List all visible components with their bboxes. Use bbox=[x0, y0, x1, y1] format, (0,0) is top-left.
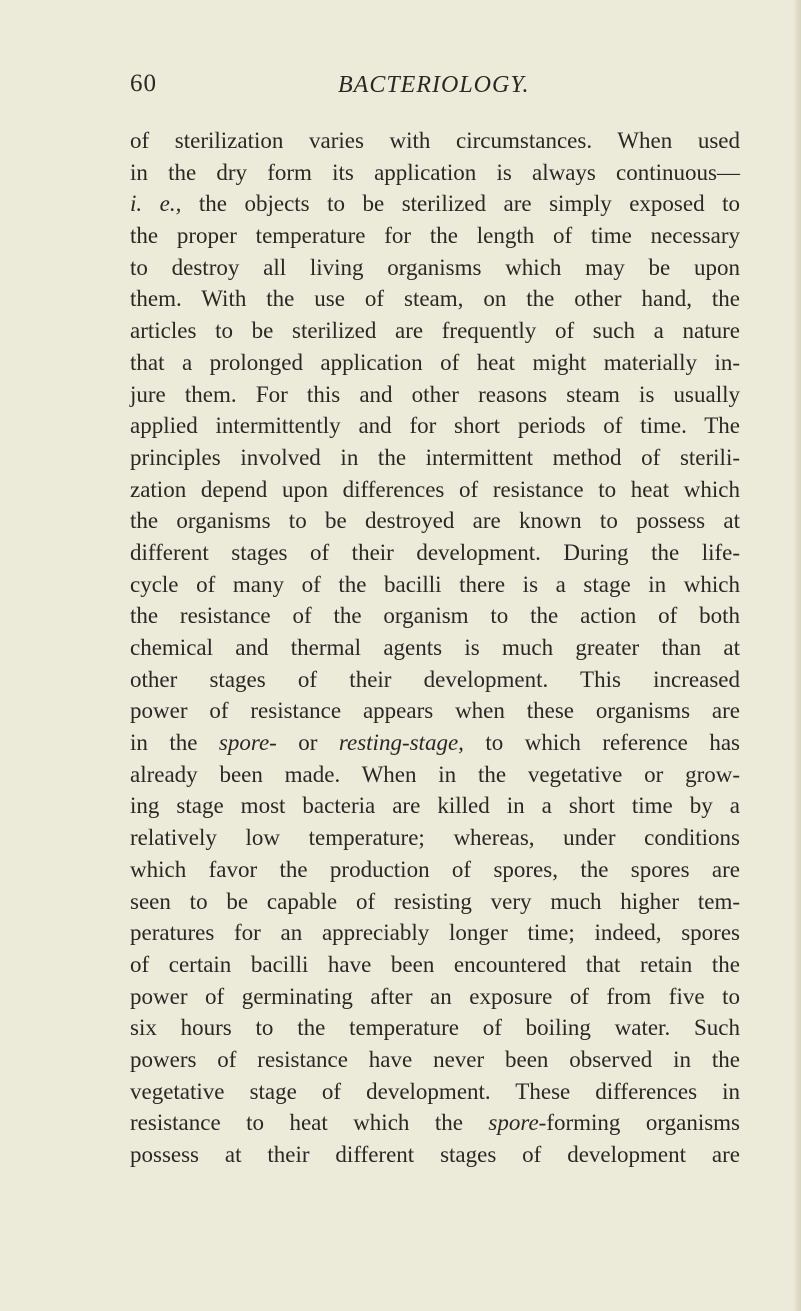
text-line: principles involved in the intermittent method of sterili- bbox=[130, 444, 740, 470]
text-line: possess at their different stages of development are bbox=[130, 1142, 740, 1167]
text-line: already been made. When in the vegetative or grow- bbox=[130, 761, 740, 787]
body-paragraph bbox=[130, 125, 740, 1171]
text-line: ing stage most bacteria are killed in a short time by a bbox=[130, 793, 740, 819]
text-line: peratures for an appreciably longer time; indeed, spores bbox=[130, 920, 740, 946]
text-line: jure them. For this and other reasons steam is usually bbox=[130, 381, 740, 407]
text-line: seen to be capable of resisting very much higher tem- bbox=[130, 888, 740, 914]
text-line: in the dry form its application is always continuous— bbox=[130, 159, 740, 185]
text-line: to destroy all living organisms which may be upon bbox=[130, 254, 740, 280]
text-line: six hours to the temperature of boiling water. Such bbox=[130, 1015, 740, 1041]
text-line: vegetative stage of development. These differences in bbox=[130, 1078, 740, 1104]
running-head: BACTERIOLOGY. bbox=[338, 72, 530, 98]
text-line: power of germinating after an exposure of from five to bbox=[130, 983, 740, 1009]
text-line: i. e., the objects to be sterilized are simply exposed to bbox=[130, 191, 740, 217]
text-line: in the spore- or resting-stage, to which reference has bbox=[130, 730, 740, 756]
text-line: zation depend upon differences of resistance to heat which bbox=[130, 476, 740, 502]
text-line: the proper temperature for the length of time necessary bbox=[130, 223, 740, 249]
text-line: that a prolonged application of heat might materially in- bbox=[130, 349, 740, 375]
page-number: 60 bbox=[130, 70, 157, 97]
text-line: cycle of many of the bacilli there is a stage in which bbox=[130, 571, 740, 597]
text-line: relatively low temperature; whereas, under conditions bbox=[130, 825, 740, 851]
text-line: chemical and thermal agents is much greater than at bbox=[130, 635, 740, 660]
page-header bbox=[130, 70, 730, 110]
text-line: different stages of their development. During the life- bbox=[130, 539, 740, 565]
text-line: them. With the use of steam, on the other hand, the bbox=[130, 286, 740, 312]
text-line: which favor the production of spores, the spores are bbox=[130, 856, 740, 882]
text-line: the organisms to be destroyed are known to possess at bbox=[130, 508, 740, 534]
text-line: the resistance of the organism to the action of both bbox=[130, 603, 740, 629]
text-line: other stages of their development. This increased bbox=[130, 666, 740, 692]
text-line: resistance to heat which the spore-forming organisms bbox=[130, 1110, 741, 1136]
text-line: power of resistance appears when these organisms are bbox=[130, 698, 740, 724]
text-line: applied intermittently and for short periods of time. The bbox=[130, 413, 740, 439]
text-line: powers of resistance have never been observed in the bbox=[130, 1046, 740, 1072]
text-line: of sterilization varies with circumstances. When used bbox=[130, 128, 740, 153]
text-line: of certain bacilli have been encountered that retain the bbox=[130, 951, 740, 977]
text-line: articles to be sterilized are frequently of such a nature bbox=[130, 318, 740, 344]
page-edge-shadow bbox=[793, 0, 801, 1311]
